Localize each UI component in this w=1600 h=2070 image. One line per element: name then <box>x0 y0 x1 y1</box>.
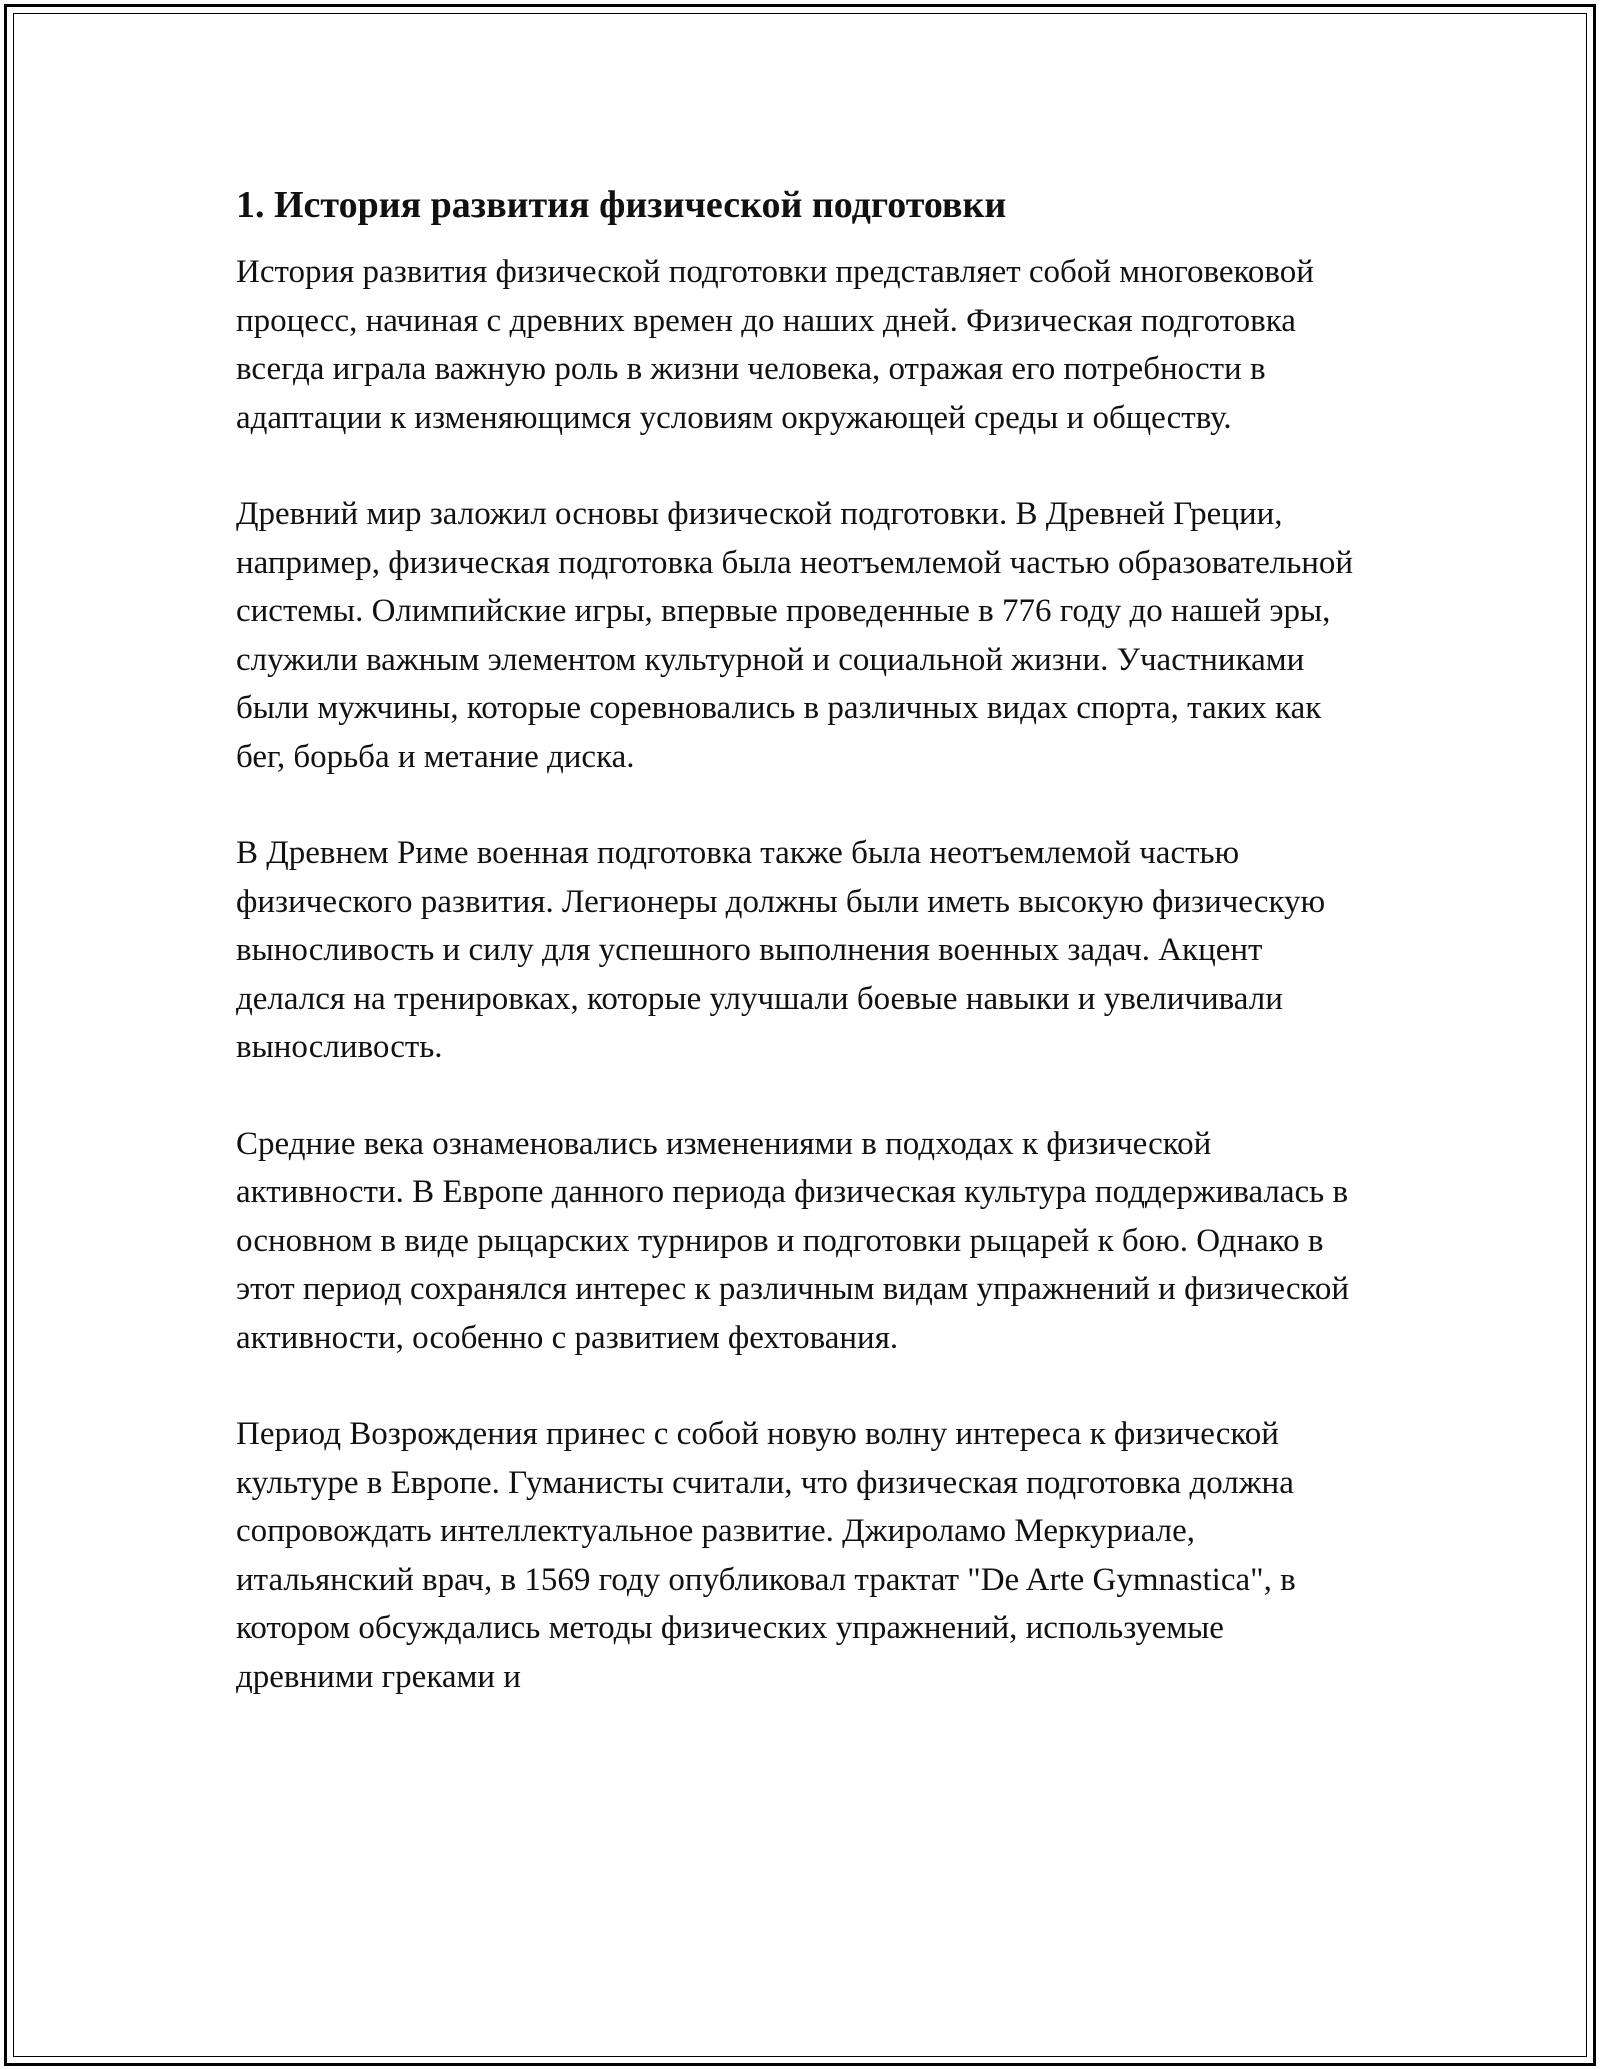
paragraph-ancient-rome: В Древнем Риме военная подготовка также была неотъемлемой частью физического развития. Легионеры должны были иметь высокую физическую выносливость и силу для успешного выполнения военных задач. Акцент делался на тренировках, которые улучшали боевые навыки и увеличивали выносливость. <box>236 835 1326 1065</box>
paragraph-ancient-world: Древний мир заложил основы физической подготовки. В Древней Греции, например, физическая подготовка была неотъемлемой частью образовательной системы. Олимпийские игры, впервые проведенные в 776 году до нашей эры, служили важным элементом культурной и социальной жизни. Участниками были мужчины, которые соревновались в различных видах спорта, таких как бег, борьба и метание диска. <box>236 496 1354 775</box>
paragraph-middle-ages: Средние века ознаменовались изменениями в подходах к физической активности. В Европе данного периода физическая культура поддерживалась в основном в виде рыцарских турниров и подготовки рыцарей к бою. Однако в этот период сохранялся интерес к различным видам упражнений и физической активности, особенно с развитием фехтования. <box>236 1125 1350 1356</box>
paragraph-intro: История развития физической подготовки представляет собой многовековой процесс, начиная с древних времен до наших дней. Физическая подготовка всегда играла важную роль в жизни человека, отражая его потребности в адаптации к изменяющимся условиям окружающей среды и обществу. <box>236 254 1314 436</box>
document-body <box>236 178 1366 1749</box>
paragraph-renaissance: Период Возрождения принес с собой новую волну интереса к физической культуре в Европе. Гуманисты считали, что физическая подготовка должна сопровождать интеллектуальное развитие. Джироламо Меркуриале, итальянский врач, в 1569 году опубликовал трактат "De Arte Gymnastica", в котором обсуждались методы физических упражнений, используемые древними греками и <box>236 1416 1296 1695</box>
section-heading: 1. История развития физической подготовки <box>236 184 1007 226</box>
